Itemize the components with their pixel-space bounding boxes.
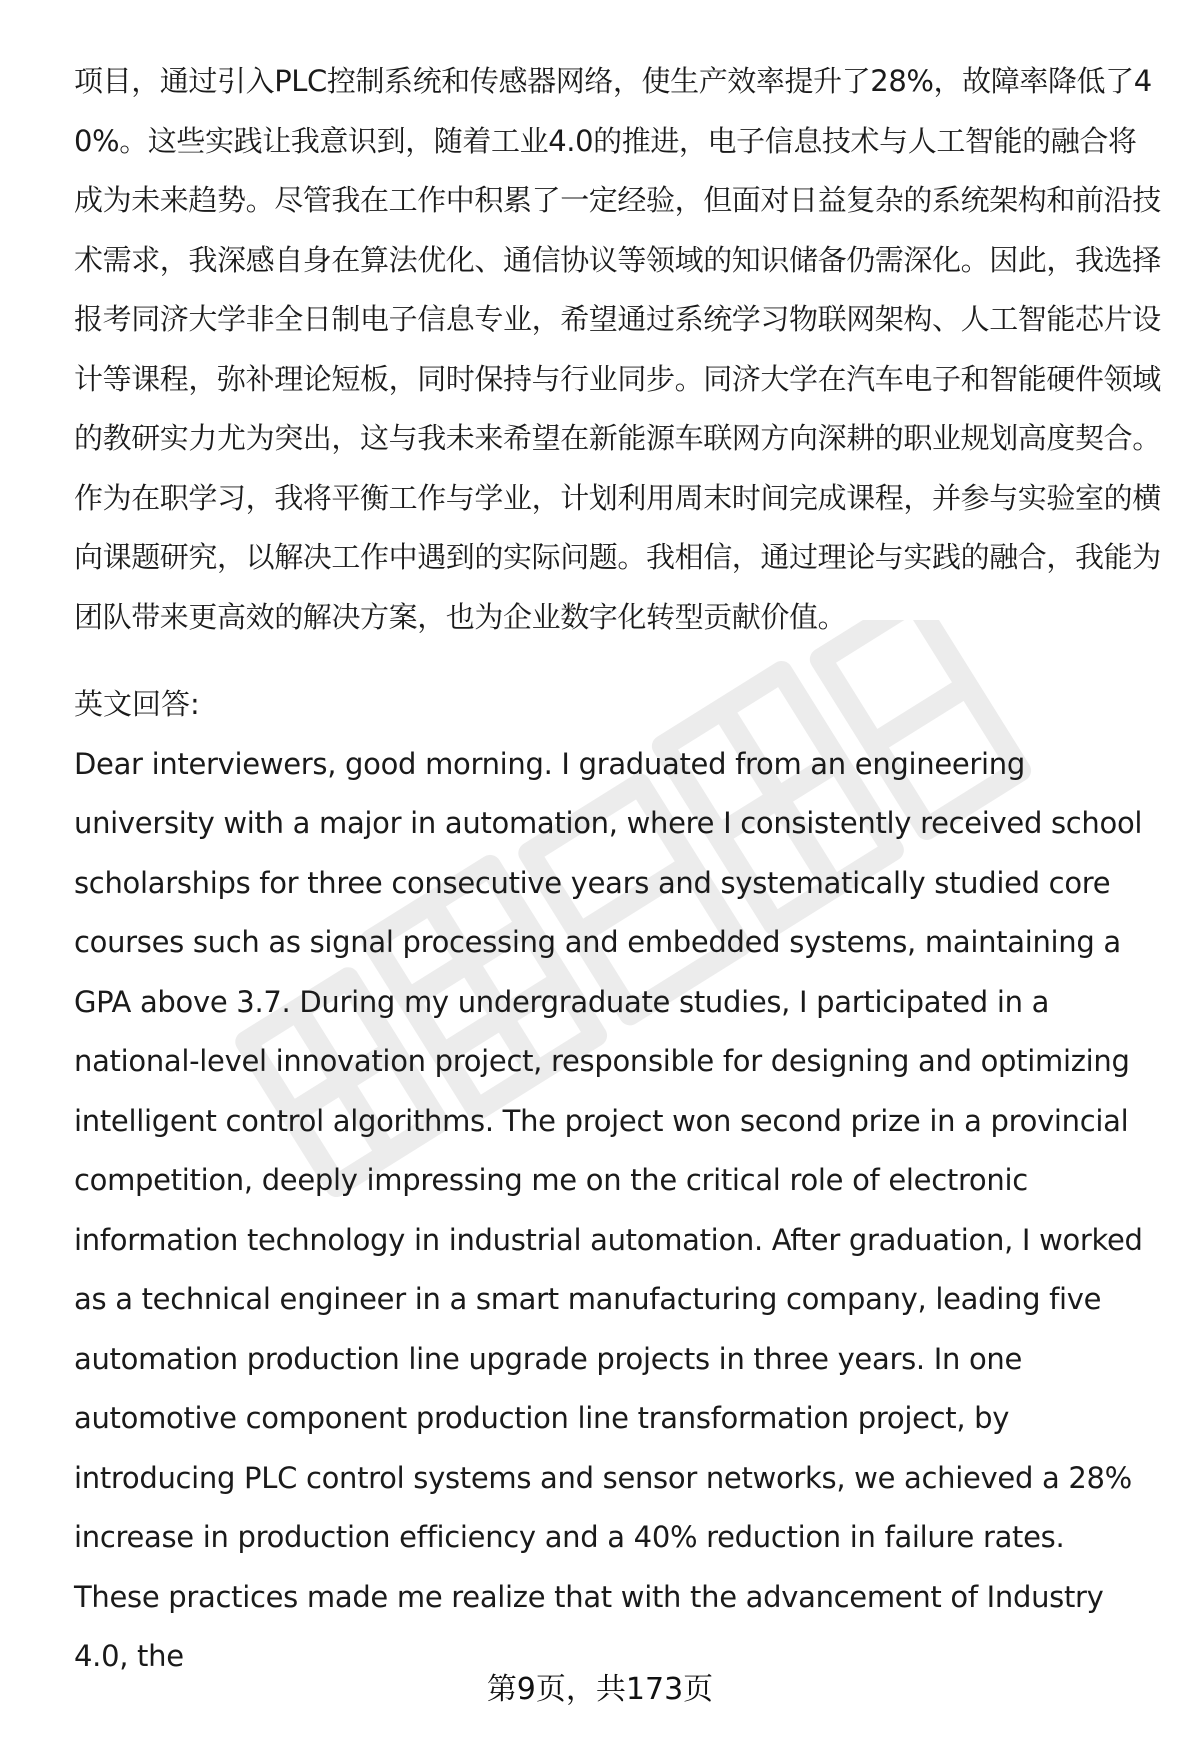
chinese-answer-paragraph: 项目，通过引入PLC控制系统和传感器网络，使生产效率提升了28%，故障率降低了40%。这些实践让我意识到，随着工业4.0的推进，电子信息技术与人工智能的融合将成为未来趋势。尽管我在工作中积累了一定经验，但面对日益复杂的系统架构和前沿技术需求，我深感自身在算法优化、通信协议等领域的知识储备仍需深化。因此，我选择报考同济大学非全日制电子信息专业，希望通过系统学习物联网架构、人工智能芯片设计等课程，弥补理论短板，同时保持与行业同步。同济大学在汽车电子和智能硬件领域的教研实力尤为突出，这与我未来希望在新能源车联网方向深耕的职业规划高度契合。作为在职学习，我将平衡工作与学业，计划利用周末时间完成课程，并参与实验室的横向课题研究，以解决工作中遇到的实际问题。我相信，通过理论与实践的融合，我能为团队带来更高效的解决方案，也为企业数字化转型贡献价值。 <box>74 64 1161 634</box>
document-body <box>74 52 1164 1687</box>
page-number-footer: 第9页，共173页 <box>486 1672 714 1707</box>
english-answer-paragraph: Dear interviewers, good morning. I graduated from an engineering university with a major in automation, where I consistently received school scholarships for three consecutive years and systematically studied core courses such as signal processing and embedded systems, maintaining a GPA above 3.7. During my undergraduate studies, I participated in a national-level innovation project, responsible for designing and optimizing intelligent control algorithms. The project won second prize in a provincial competition, deeply impressing me on the critical role of electronic information technology in industrial automation. After graduation, I worked as a technical engineer in a smart manufacturing company, leading five automation production line upgrade projects in three years. In one automotive component production line transformation project, by introducing PLC control systems and sensor networks, we achieved a 28% increase in production efficiency and a 40% reduction in failure rates. These practices made me realize that with the advancement of Industry 4.0, the <box>74 746 1143 1673</box>
english-answer-label: 英文回答: <box>74 687 200 721</box>
